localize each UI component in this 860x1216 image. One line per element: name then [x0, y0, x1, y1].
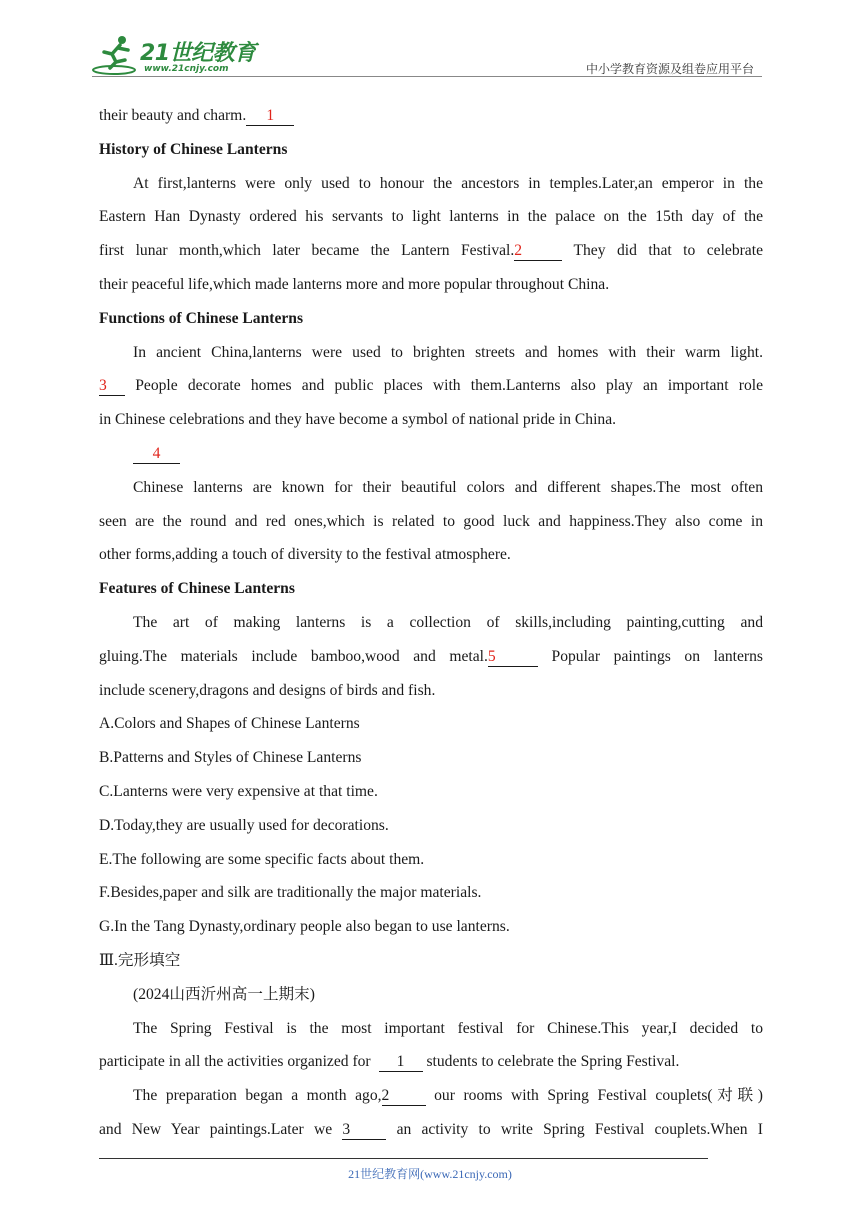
answer-blank-4: 4 — [133, 445, 180, 464]
text-line: The Spring Festival is the most important festival for Chinese.This year,I decided to — [133, 1019, 763, 1037]
option-g: G.In the Tang Dynasty,ordinary people also began to use lanterns. — [99, 918, 510, 936]
logo-url: www.21cnjy.com — [144, 64, 229, 74]
section-heading-features: Features of Chinese Lanterns — [99, 580, 295, 598]
text-line: their peaceful life,which made lanterns more and more popular throughout China. — [99, 275, 610, 293]
text-line: At first,lanterns were only used to honour the ancestors in temples.Later,an emperor in the — [133, 174, 763, 192]
page-header — [92, 30, 762, 80]
text-line: 3 People decorate homes and public places with them.Lanterns also play an important role — [99, 377, 763, 395]
text-line: include scenery,dragons and designs of birds and fish. — [99, 681, 436, 699]
footer-text: 21世纪教育网(www.21cnjy.com) — [348, 1167, 512, 1181]
text-line: other forms,adding a touch of diversity to the festival atmosphere. — [99, 546, 511, 564]
logo-wordmark: 21世纪教育 — [140, 41, 256, 66]
text-line: their beauty and charm. 1 — [99, 99, 763, 133]
text-line: Chinese lanterns are known for their beautiful colors and different shapes.The most often — [133, 478, 763, 496]
section-heading-history: History of Chinese Lanterns — [99, 140, 288, 158]
option-c: C.Lanterns were very expensive at that time. — [99, 782, 378, 800]
answer-blank-3: 3 — [99, 377, 125, 396]
option-f: F.Besides,paper and silk are traditionally the major materials. — [99, 884, 482, 902]
site-logo — [92, 34, 262, 76]
header-divider — [92, 76, 762, 77]
text-line: and New Year paintings.Later we 3 an activity to write Spring Festival couplets.When I — [99, 1120, 763, 1138]
text-line: in Chinese celebrations and they have become a symbol of national pride in China. — [99, 411, 617, 429]
text-line: The art of making lanterns is a collection of skills,including painting,cutting and — [133, 613, 763, 631]
cloze-blank-2: 2 — [382, 1087, 426, 1106]
text-line: participate in all the activities organized for 1 students to celebrate the Spring Festival. — [99, 1053, 680, 1071]
footer-divider — [99, 1158, 708, 1159]
section-title-cloze: Ⅲ.完形填空 — [99, 951, 181, 969]
answer-blank-2: 2 — [514, 242, 562, 261]
text-line: The preparation began a month ago,2 our rooms with Spring Festival couplets(对联) — [133, 1087, 763, 1105]
answer-blank-5: 5 — [488, 648, 538, 667]
text-line: seen are the round and red ones,which is related to good luck and happiness.They also come in — [99, 512, 763, 530]
section-heading-functions: Functions of Chinese Lanterns — [99, 309, 304, 327]
cloze-blank-3: 3 — [342, 1121, 386, 1140]
header-platform-name: 中小学教育资源及组卷应用平台 — [585, 62, 754, 76]
answer-blank-1: 1 — [246, 107, 294, 126]
option-b: B.Patterns and Styles of Chinese Lanterns — [99, 749, 362, 767]
cloze-blank-1: 1 — [379, 1053, 423, 1072]
option-e: E.The following are some specific facts about them. — [99, 850, 425, 868]
option-d: D.Today,they are usually used for decorations. — [99, 816, 389, 834]
text-line: first lunar month,which later became the Lantern Festival.2 They did that to celebrate — [99, 242, 763, 260]
option-a: A.Colors and Shapes of Chinese Lanterns — [99, 715, 360, 733]
source-note: (2024山西沂州高一上期末) — [133, 985, 315, 1003]
runner-logo-icon — [92, 34, 138, 76]
text-line: gluing.The materials include bamboo,wood and metal.5 Popular paintings on lanterns — [99, 647, 763, 665]
text-line: In ancient China,lanterns were used to brighten streets and homes with their warm light. — [133, 343, 763, 361]
document-body — [99, 99, 763, 1147]
text-line — [99, 437, 763, 471]
text-line: Eastern Han Dynasty ordered his servants to light lanterns in the palace on the 15th day of the — [99, 208, 763, 226]
